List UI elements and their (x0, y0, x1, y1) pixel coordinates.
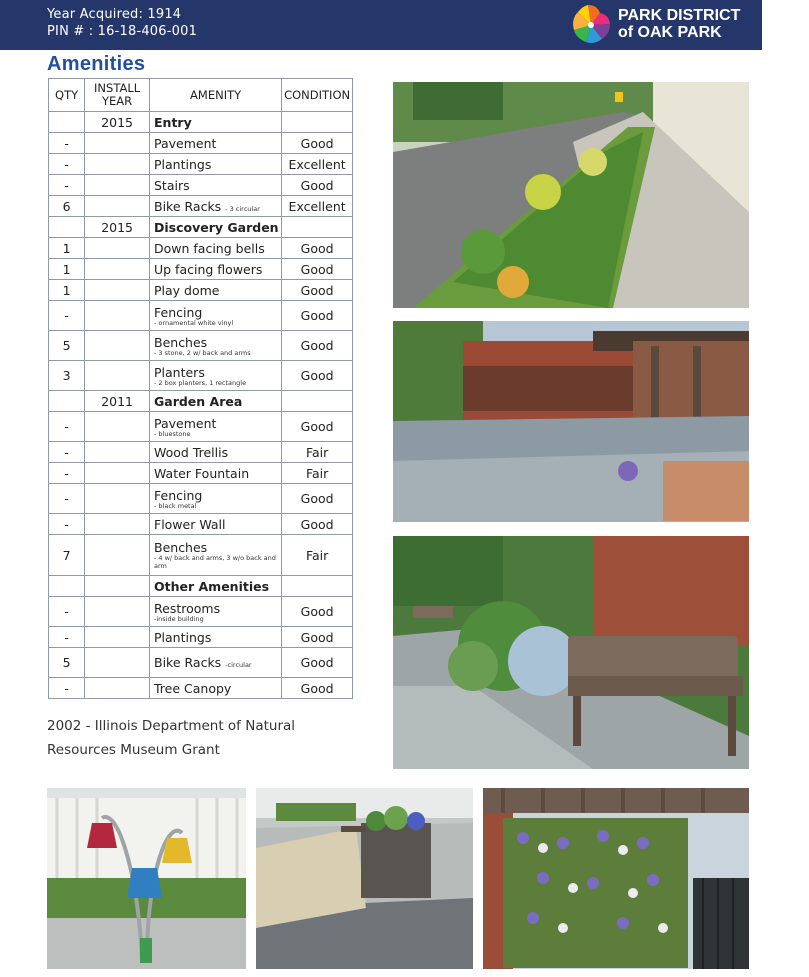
year-cell (85, 280, 150, 301)
condition-cell: Good (282, 301, 353, 331)
year-cell (85, 442, 150, 463)
condition-cell: Good (282, 412, 353, 442)
table-row (49, 280, 353, 301)
amenity-name: Pavement (154, 415, 217, 431)
amenity-cell: Plantings (150, 627, 282, 648)
logo-text (618, 7, 740, 41)
table-row (49, 133, 353, 154)
table-group-row (49, 217, 353, 238)
amenity-note: - 2 box planters, 1 rectangle (154, 378, 247, 387)
qty-cell: - (49, 484, 85, 514)
year-cell (85, 238, 150, 259)
col-header-install-year: INSTALL YEAR (85, 79, 150, 112)
table-row (49, 648, 353, 678)
year-cell (85, 678, 150, 699)
table-row (49, 463, 353, 484)
amenity-cell (150, 301, 282, 331)
table-row (49, 412, 353, 442)
qty-cell: - (49, 627, 85, 648)
flower-wall-photo (483, 788, 749, 969)
qty-cell: - (49, 514, 85, 535)
table-row (49, 361, 353, 391)
table-row (49, 514, 353, 535)
qty-cell (49, 576, 85, 597)
qty-cell: 7 (49, 535, 85, 576)
amenity-cell: Plantings (150, 154, 282, 175)
amenity-note: - 3 circular (225, 204, 260, 213)
amenity-note: - black metal (154, 501, 197, 510)
table-row (49, 484, 353, 514)
qty-cell: 1 (49, 280, 85, 301)
amenity-cell: Play dome (150, 280, 282, 301)
qty-cell: - (49, 442, 85, 463)
table-row (49, 301, 353, 331)
qty-cell: - (49, 412, 85, 442)
qty-cell: - (49, 133, 85, 154)
amenity-name: Planters (154, 364, 205, 380)
table-row (49, 597, 353, 627)
pin-number: PIN # : 16-18-406-001 (47, 24, 198, 39)
amenity-cell (150, 484, 282, 514)
logo-line-1: PARK DISTRICT (618, 7, 741, 24)
condition-cell: Good (282, 238, 353, 259)
qty-cell (49, 391, 85, 412)
year-cell (85, 361, 150, 391)
condition-cell: Good (282, 597, 353, 627)
entry-plantings-photo (393, 82, 749, 308)
year-cell (85, 597, 150, 627)
amenity-name: Benches (154, 334, 208, 350)
amenity-cell (150, 331, 282, 361)
condition-cell: Good (282, 627, 353, 648)
qty-cell: 5 (49, 648, 85, 678)
logo-line-2: of OAK PARK (618, 24, 722, 41)
grant-note: 2002 - Illinois Department of Natural Resources Museum Grant (47, 718, 296, 758)
qty-cell: 3 (49, 361, 85, 391)
amenity-cell: Flower Wall (150, 514, 282, 535)
table-group-row (49, 112, 353, 133)
table-row (49, 627, 353, 648)
amenity-note: - bluestone (154, 429, 191, 438)
amenity-cell (150, 361, 282, 391)
qty-cell: - (49, 597, 85, 627)
qty-cell: 1 (49, 238, 85, 259)
table-row (49, 535, 353, 576)
year-cell (85, 576, 150, 597)
amenity-note: -inside building (154, 614, 204, 623)
year-acquired: Year Acquired: 1914 (47, 7, 182, 22)
condition-cell: Fair (282, 442, 353, 463)
amenity-cell (150, 597, 282, 627)
amenity-cell (150, 412, 282, 442)
amenity-cell (150, 535, 282, 576)
qty-cell: - (49, 154, 85, 175)
condition-cell (282, 576, 353, 597)
year-cell (85, 648, 150, 678)
col-header-condition: CONDITION (282, 79, 353, 112)
year-cell (85, 259, 150, 280)
qty-cell (49, 112, 85, 133)
amenity-name: Bike Racks (154, 198, 222, 214)
year-cell (85, 331, 150, 361)
table-row (49, 331, 353, 361)
amenity-cell: Garden Area (150, 391, 282, 412)
musical-bells-photo (47, 788, 246, 969)
table-row (49, 259, 353, 280)
amenities-table (48, 78, 353, 699)
table-row (49, 196, 353, 217)
year-cell (85, 412, 150, 442)
condition-cell: Good (282, 361, 353, 391)
year-cell (85, 484, 150, 514)
year-cell (85, 196, 150, 217)
table-header-row (49, 79, 353, 112)
table-group-row (49, 576, 353, 597)
condition-cell: Fair (282, 535, 353, 576)
amenity-cell: Tree Canopy (150, 678, 282, 699)
amenity-cell: Wood Trellis (150, 442, 282, 463)
amenity-cell: Pavement (150, 133, 282, 154)
pinwheel-logo-icon (568, 3, 614, 47)
park-district-logo (568, 3, 758, 47)
amenity-note: - ornamental white vinyl (154, 318, 234, 327)
qty-cell: - (49, 175, 85, 196)
condition-cell (282, 391, 353, 412)
condition-cell: Fair (282, 463, 353, 484)
qty-cell: 1 (49, 259, 85, 280)
condition-cell: Excellent (282, 196, 353, 217)
amenity-name: Fencing (154, 304, 203, 320)
condition-cell: Good (282, 678, 353, 699)
condition-cell: Good (282, 514, 353, 535)
section-title: Amenities (47, 53, 146, 75)
amenity-cell (150, 196, 282, 217)
amenity-cell: Entry (150, 112, 282, 133)
year-cell (85, 133, 150, 154)
table-row (49, 175, 353, 196)
qty-cell: 6 (49, 196, 85, 217)
table-row (49, 442, 353, 463)
year-cell: 2015 (85, 112, 150, 133)
year-cell (85, 627, 150, 648)
year-cell: 2011 (85, 391, 150, 412)
amenity-name: Restrooms (154, 600, 221, 616)
table-row (49, 238, 353, 259)
qty-cell: - (49, 463, 85, 484)
year-cell (85, 301, 150, 331)
condition-cell (282, 112, 353, 133)
amenity-name: Fencing (154, 487, 203, 503)
garden-plaza-photo (393, 321, 749, 522)
bench-garden-photo (393, 536, 749, 769)
amenity-cell: Up facing flowers (150, 259, 282, 280)
amenity-cell: Other Amenities (150, 576, 282, 597)
qty-cell: - (49, 678, 85, 699)
amenity-cell: Stairs (150, 175, 282, 196)
amenity-name: Bike Racks (154, 655, 222, 670)
condition-cell (282, 217, 353, 238)
amenity-name: Benches (154, 540, 208, 555)
qty-cell: 5 (49, 331, 85, 361)
condition-cell: Excellent (282, 154, 353, 175)
year-cell (85, 463, 150, 484)
amenity-cell: Discovery Garden (150, 217, 282, 238)
qty-cell (49, 217, 85, 238)
condition-cell: Good (282, 648, 353, 678)
year-cell (85, 154, 150, 175)
qty-cell: - (49, 301, 85, 331)
condition-cell: Good (282, 484, 353, 514)
table-group-row (49, 391, 353, 412)
table-row (49, 154, 353, 175)
table-row (49, 678, 353, 699)
condition-cell: Good (282, 259, 353, 280)
box-planter-photo (256, 788, 473, 969)
year-cell (85, 535, 150, 576)
amenity-cell: Down facing bells (150, 238, 282, 259)
year-cell (85, 175, 150, 196)
amenity-cell: Water Fountain (150, 463, 282, 484)
amenity-note: - 3 stone, 2 w/ back and arms (154, 348, 251, 357)
condition-cell: Good (282, 280, 353, 301)
col-header-amenity: AMENITY (150, 79, 282, 112)
year-cell (85, 514, 150, 535)
condition-cell: Good (282, 175, 353, 196)
amenity-cell (150, 648, 282, 678)
condition-cell: Good (282, 133, 353, 154)
header-banner (0, 0, 762, 50)
condition-cell: Good (282, 331, 353, 361)
year-cell: 2015 (85, 217, 150, 238)
amenity-note: -circular (225, 661, 252, 669)
col-header-qty: QTY (49, 79, 85, 112)
amenity-note: - 4 w/ back and arms, 3 w/o back and arm (154, 554, 276, 570)
